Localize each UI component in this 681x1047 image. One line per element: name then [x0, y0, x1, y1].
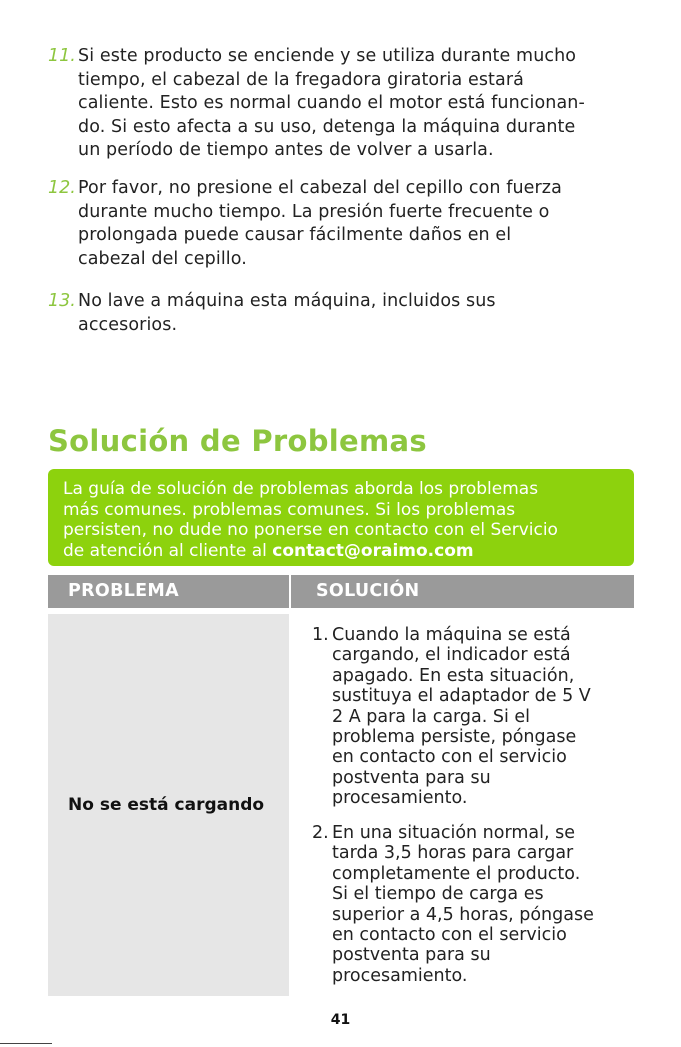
solution-text: Cuando la máquina se está cargando, el indicador está apagado. En esta situación, sustituya el adaptador de 5 V 2 A para la carga. Si el problema persiste, póngase en contacto con el servicio postventa para su procesamiento.	[332, 625, 591, 809]
item-text: Si este producto se enciende y se utiliza durante mucho tiempo, el cabezal de la fregadora giratoria estará caliente. Esto es normal cuando el motor está funcionan- do. Si esto afecta a su uso, detenga la máquina durante un período de tiempo antes de volver a usarla.	[78, 46, 585, 161]
item-number: 11.	[48, 46, 76, 66]
solution-item-2	[312, 823, 632, 986]
solution-item-1	[312, 625, 632, 809]
item-text: Por favor, no presione el cabezal del cepillo con fuerza durante mucho tiempo. La presión fuerte frecuente o prolongada puede causar fácilmente daños en el cabezal del cepillo.	[78, 178, 562, 269]
page-number: 41	[330, 1012, 351, 1028]
column-header-problem: PROBLEMA	[48, 575, 289, 608]
item-text: No lave a máquina esta máquina, incluidos sus accesorios.	[78, 291, 496, 335]
problem-cell	[48, 614, 289, 996]
support-email: contact@oraimo.com	[272, 540, 474, 561]
column-header-solution: SOLUCIÓN	[291, 575, 634, 608]
solution-text: En una situación normal, se tarda 3,5 horas para cargar completamente el producto. Si el tiempo de carga es superior a 4,5 horas, póngase en contacto con el servicio postventa para su procesamiento.	[332, 823, 594, 986]
divider	[0, 1043, 52, 1044]
solution-number: 2.	[312, 823, 329, 843]
problem-text: No se está cargando	[68, 795, 265, 815]
list-item-12	[48, 177, 648, 271]
section-title: Solución de Problemas	[48, 424, 427, 458]
solution-number: 1.	[312, 625, 329, 645]
item-number: 12.	[48, 178, 76, 198]
callout-text: La guía de solución de problemas aborda los problemas más comunes. problemas comunes. Si los problemas persisten, no dude no ponerse en contacto con el Servicio de atención al cliente al	[63, 479, 558, 561]
list-item-13	[48, 290, 648, 337]
item-number: 13.	[48, 291, 76, 311]
intro-callout	[48, 469, 634, 566]
list-item-11	[48, 45, 648, 163]
